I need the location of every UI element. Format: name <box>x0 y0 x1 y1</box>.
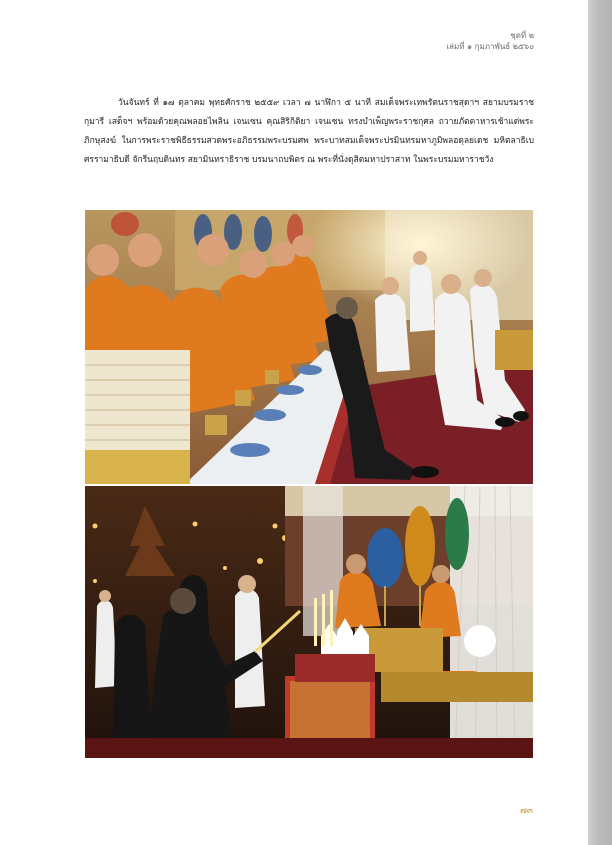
page-header <box>446 30 534 52</box>
page-number: ๗๓ <box>520 806 533 816</box>
photo-monks-offering-graphic <box>85 210 533 484</box>
body-paragraph <box>84 94 534 170</box>
body-text: วันจันทร์ ที่ ๑๗ ตุลาคม พุทธศักราช ๒๕๕๙ เวลา ๗ นาฬิกา ๕ นาที สมเด็จพระเทพรัตนราชสุดาฯ สยามบรมราชกุมารี เสด็จฯ พร้อมด้วยคุณพลอยไพลิน เจนเซน คุณสิริกิติยา เจนเซน ทรงบำเพ็ญพระราชกุศล ถวายภัตตาหารเช้าแด่พระภิกษุสงฆ์ ในการพระราชพิธีธรรมสวดพระอภิธรรมพระบรมศพ พระบาทสมเด็จพระปรมินทรมหาภูมิพลอดุลยเดช มหิตลาธิเบศรรามาธิบดี จักรีนฤบดินทร สยามินทราธิราช บรมนาถบพิตร ณ พระที่นั่งดุสิตมหาปราสาท ในพระบรมมหาราชวัง <box>84 98 534 165</box>
photo-candle-lighting <box>85 486 533 758</box>
photo-candle-lighting-graphic <box>85 486 533 758</box>
header-issue: ชุดที่ ๒ <box>510 31 534 40</box>
page-edge-band <box>588 0 612 845</box>
header-volume: เล่มที่ ๑ กุมภาพันธ์ ๒๕๖๐ <box>446 42 534 51</box>
photo-monks-offering <box>85 210 533 484</box>
